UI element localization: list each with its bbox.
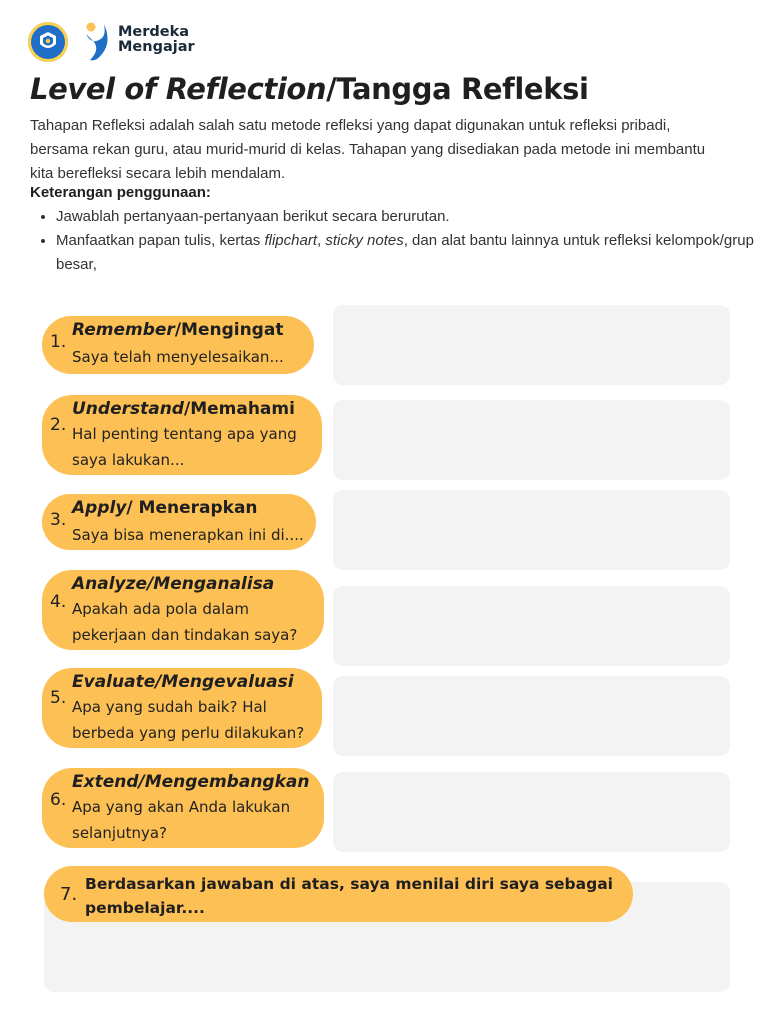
step-1-heading-id: /Mengingat xyxy=(174,320,284,340)
step-4-heading xyxy=(72,574,274,594)
step-6-heading xyxy=(72,772,309,792)
usage-item-2-part-a: Manfaatkan papan tulis, kertas xyxy=(56,232,265,249)
step-1-pill xyxy=(42,316,314,374)
step-1-heading-en: Remember xyxy=(72,320,175,340)
usage-item-2-flipchart: flipchart xyxy=(264,232,317,249)
step-5-line-2: berbeda yang perlu dilakukan? xyxy=(72,724,305,742)
step-5-pill xyxy=(42,668,322,748)
step-3-pill xyxy=(42,494,316,550)
usage-item-1: • Jawablah pertanyaan-pertanyaan berikut secara berurutan. xyxy=(56,205,756,229)
step-7-text: Berdasarkan jawaban di atas, saya menilai diri saya sebagai pembelajar.... xyxy=(85,875,613,917)
step-6-number: 6. xyxy=(50,790,67,810)
page-title xyxy=(30,72,589,106)
usage-item-2-comma: , xyxy=(317,232,326,249)
title-regular: /Tangga Refleksi xyxy=(326,72,589,106)
brand-line-2: Mengajar xyxy=(118,39,195,55)
step-2-line-2: saya lakukan... xyxy=(72,451,185,469)
step-2-line-1: Hal penting tentang apa yang xyxy=(72,425,297,443)
step-6-pill xyxy=(42,768,324,848)
step-5-heading xyxy=(72,672,294,692)
answer-box-1[interactable] xyxy=(333,305,730,385)
step-3-heading-id: / Menerapkan xyxy=(126,498,258,518)
step-2-heading xyxy=(72,399,295,419)
step-6-line-1: Apa yang akan Anda lakukan xyxy=(72,798,291,816)
step-2-heading-id: /Memahami xyxy=(183,399,295,419)
kemendikbud-logo-icon xyxy=(28,22,68,62)
brand-line-1: Merdeka xyxy=(118,24,190,40)
step-7-pill xyxy=(44,866,633,922)
step-3-heading-en: Apply xyxy=(72,498,127,518)
usage-title: Keterangan penggunaan: xyxy=(30,184,211,201)
usage-list xyxy=(30,205,756,277)
usage-item-2-sticky: sticky notes xyxy=(325,232,404,249)
step-4-pill xyxy=(42,570,324,650)
step-6-line-2: selanjutnya? xyxy=(72,824,168,842)
merdeka-mengajar-logo-icon xyxy=(82,20,112,64)
step-6-heading-en: Extend/Mengembangkan xyxy=(72,772,310,792)
merdeka-mengajar-brand xyxy=(82,20,195,64)
answer-box-5[interactable] xyxy=(333,676,730,756)
step-2-pill xyxy=(42,395,322,475)
step-3-line-1: Saya bisa menerapkan ini di.... xyxy=(72,526,304,544)
answer-box-2[interactable] xyxy=(333,400,730,480)
step-3-number: 3. xyxy=(50,510,67,530)
step-1-line-1: Saya telah menyelesaikan... xyxy=(72,348,284,366)
step-5-line-1: Apa yang sudah baik? Hal xyxy=(72,698,267,716)
step-3-heading xyxy=(72,498,258,518)
answer-box-4[interactable] xyxy=(333,586,730,666)
answer-box-3[interactable] xyxy=(333,490,730,570)
step-5-heading-en: Evaluate/Mengevaluasi xyxy=(72,672,294,692)
step-2-number: 2. xyxy=(50,415,67,435)
answer-box-6[interactable] xyxy=(333,772,730,852)
step-1-heading xyxy=(72,320,283,340)
usage-item-2-part-b: , dan alat bantu lainnya untuk refleksi kelompok/grup besar, xyxy=(56,232,754,273)
step-7-number: 7. xyxy=(60,884,78,905)
step-4-heading-en: Analyze/Menganalisa xyxy=(72,574,275,594)
step-4-line-2: pekerjaan dan tindakan saya? xyxy=(72,626,298,644)
intro-paragraph: Tahapan Refleksi adalah salah satu metode refleksi yang dapat digunakan untuk refleksi pribadi, bersama rekan guru, atau murid-murid di kelas. Tahapan yang disediakan pada metode ini membantu kita berefleksi secara lebih mendalam. xyxy=(30,117,706,182)
title-italic: Level of Reflection xyxy=(30,72,327,106)
step-4-number: 4. xyxy=(50,592,67,612)
header-logos xyxy=(28,20,68,64)
step-1-number: 1. xyxy=(50,332,67,352)
step-4-line-1: Apakah ada pola dalam xyxy=(72,600,250,618)
step-5-number: 5. xyxy=(50,688,67,708)
usage-item-2 xyxy=(56,229,756,277)
step-2-heading-en: Understand xyxy=(72,399,184,419)
